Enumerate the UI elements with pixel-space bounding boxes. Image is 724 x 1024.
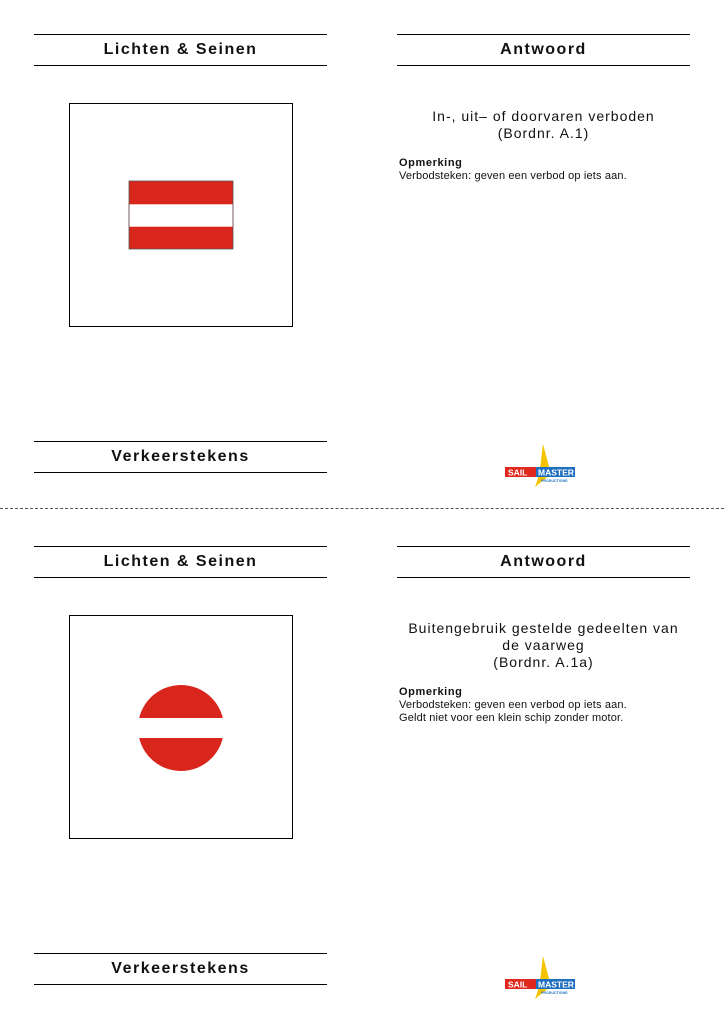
answer-line: Buitengebruik gestelde gedeelten van <box>408 620 679 636</box>
sign-white-band <box>138 718 224 738</box>
footer-category: Verkeerstekens <box>34 953 327 985</box>
note-line: Geldt niet voor een klein schip zonder motor. <box>399 712 624 724</box>
answer-header: Antwoord <box>397 546 690 578</box>
answer-line: (Bordnr. A.1a) <box>493 654 594 670</box>
flashcard-1 <box>0 0 724 510</box>
note-label: Opmerking <box>399 686 463 698</box>
logo-right-word: MASTER <box>538 979 574 990</box>
sign-red-stripe-top <box>129 181 233 204</box>
note-line: Verbodsteken: geven een verbod op iets aan. <box>399 699 627 711</box>
answer-text <box>397 620 690 671</box>
sign-red-stripe-bottom <box>129 227 233 249</box>
note-line: Verbodsteken: geven een verbod op iets aan. <box>399 170 627 182</box>
logo-tagline: PRODUCTIONS <box>541 479 568 483</box>
logo-tagline: PRODUCTIONS <box>541 991 568 995</box>
category-header: Lichten & Seinen <box>34 34 327 66</box>
note-block <box>399 157 699 183</box>
logo-right-word: MASTER <box>538 467 574 478</box>
category-header: Lichten & Seinen <box>34 546 327 578</box>
logo-left-word: SAIL <box>508 467 528 478</box>
flashcard-2 <box>0 512 724 1022</box>
cut-line-divider <box>0 508 724 509</box>
prohibition-circle-sign-icon <box>70 616 292 838</box>
answer-line: In-, uit– of doorvaren verboden <box>432 108 655 124</box>
answer-line: (Bordnr. A.1) <box>497 125 590 141</box>
answer-header: Antwoord <box>397 34 690 66</box>
logo-left-word: SAIL <box>508 979 528 990</box>
sign-frame <box>69 103 293 327</box>
prohibition-rectangle-sign-icon <box>70 104 292 326</box>
answer-text <box>397 108 690 142</box>
sign-frame <box>69 615 293 839</box>
note-block <box>399 686 699 725</box>
sign-white-band <box>129 204 233 227</box>
note-label: Opmerking <box>399 157 463 169</box>
footer-category: Verkeerstekens <box>34 441 327 473</box>
sailmaster-logo-icon <box>505 442 577 488</box>
answer-line: de vaarweg <box>502 637 585 653</box>
sailmaster-logo-icon <box>505 954 577 1000</box>
